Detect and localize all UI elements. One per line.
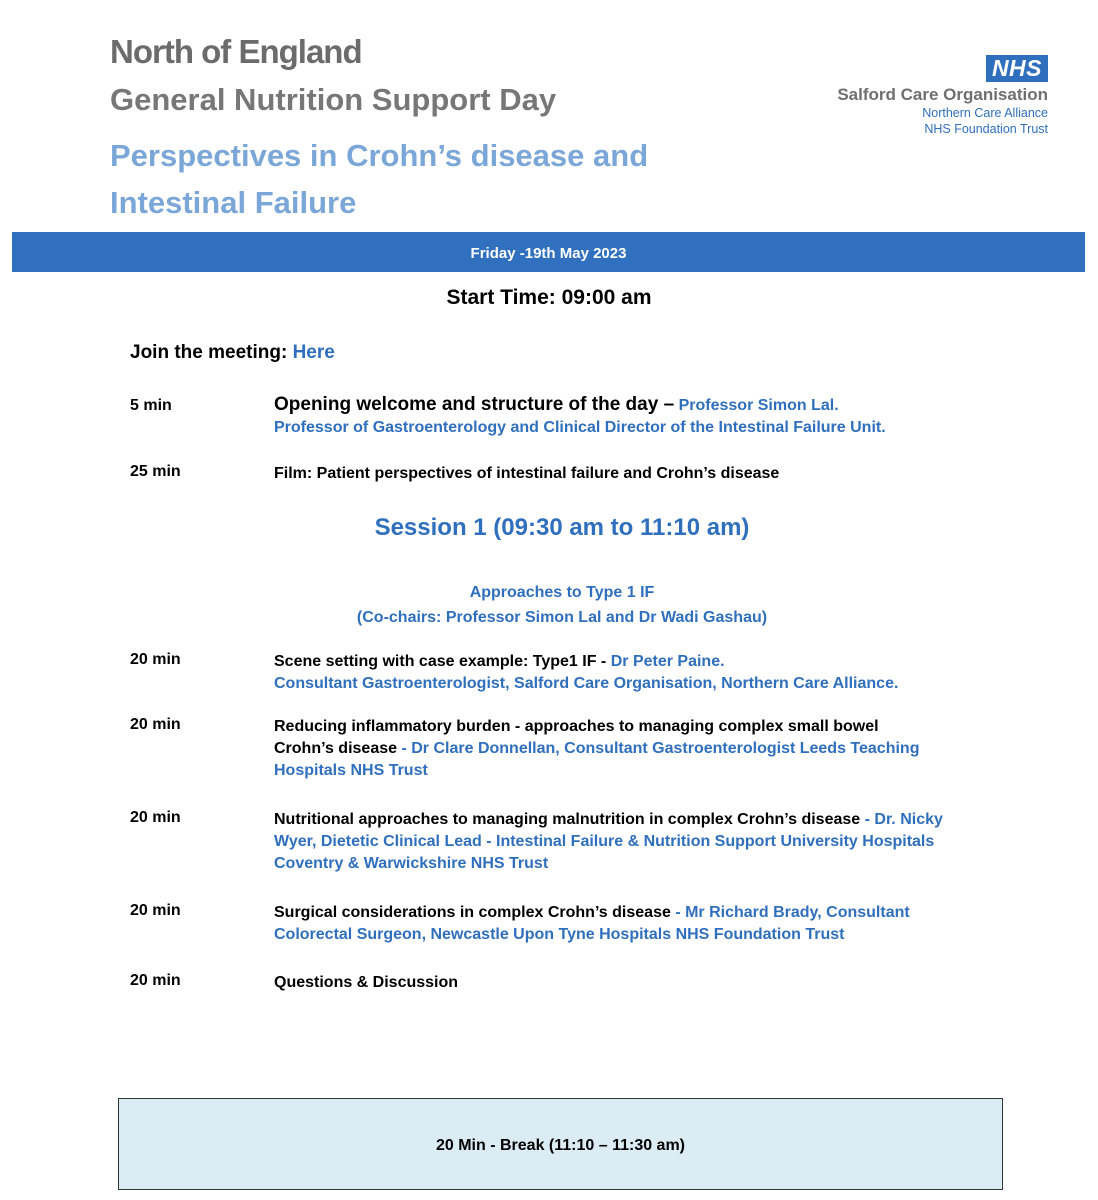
- agenda-speaker: - Dr Clare Donnellan, Consultant Gastroenterologist Leeds Teaching Hospitals NHS Trust: [274, 740, 920, 779]
- agenda-duration: 20 min: [130, 651, 181, 668]
- logo-alliance: Northern Care Alliance: [922, 106, 1048, 120]
- join-meeting-link[interactable]: Here: [292, 342, 335, 363]
- agenda-title: Questions & Discussion: [274, 974, 459, 991]
- agenda-title: Surgical considerations in complex Crohn’s disease: [274, 904, 671, 921]
- agenda-speaker: Dr Peter Paine.: [610, 653, 725, 670]
- agenda-row-opening: [130, 394, 1010, 442]
- agenda-row-scene-setting: [130, 651, 1010, 699]
- nhs-logo-mark: NHS: [986, 55, 1048, 82]
- agenda-row-film: [130, 463, 1010, 487]
- agenda-body: [274, 394, 1004, 439]
- agenda-body: [274, 651, 1004, 695]
- agenda-speaker: - Dr. Nicky Wyer, Dietetic Clinical Lead - Intestinal Failure & Nutrition Support University Hospitals Coventry & Warwickshire NHS Trust: [274, 811, 943, 872]
- nhs-logo: [837, 55, 1048, 137]
- agenda-duration: 20 min: [130, 716, 181, 733]
- agenda-speaker: Professor Simon Lal.: [678, 397, 839, 414]
- agenda-title: Film: Patient perspectives of intestinal failure and Crohn’s disease: [274, 465, 780, 482]
- start-time: Start Time: 09:00 am: [446, 286, 652, 309]
- agenda-speaker: - Mr Richard Brady, Consultant Colorectal Surgeon, Newcastle Upon Tyne Hospitals NHS Foundation Trust: [274, 904, 910, 943]
- agenda-row-questions: [130, 972, 1010, 996]
- agenda-row-nutritional: [130, 809, 1010, 879]
- agenda-title: Opening welcome and structure of the day –: [274, 394, 675, 415]
- session-chairs: (Co-chairs: Professor Simon Lal and Dr Wadi Gashau): [356, 609, 768, 626]
- agenda-duration: 20 min: [130, 972, 181, 989]
- agenda-duration: 20 min: [130, 902, 181, 919]
- session-subtitle-block: [0, 580, 1098, 630]
- agenda-body: [274, 716, 934, 782]
- logo-organisation: Salford Care Organisation: [837, 85, 1048, 104]
- agenda-duration: 20 min: [130, 809, 181, 826]
- date-bar: Friday -19th May 2023: [12, 232, 1085, 272]
- agenda-duration: 5 min: [130, 397, 172, 414]
- session-subtitle: Approaches to Type 1 IF: [469, 584, 655, 601]
- logo-trust: NHS Foundation Trust: [924, 122, 1048, 136]
- join-label: Join the meeting:: [130, 342, 288, 363]
- agenda-duration: 25 min: [130, 463, 181, 480]
- join-meeting: [130, 342, 335, 364]
- break-box: 20 Min - Break (11:10 – 11:30 am): [118, 1098, 1003, 1190]
- agenda-title: Nutritional approaches to managing malnutrition in complex Crohn’s disease: [274, 811, 861, 828]
- agenda-body: [274, 902, 979, 946]
- agenda-title: Scene setting with case example: Type1 IF -: [274, 653, 607, 670]
- session-title: Session 1 (09:30 am to 11:10 am): [374, 514, 750, 541]
- agenda-title: Reducing inflammatory burden - approaches to managing complex small bowel Crohn’s disease: [274, 718, 879, 757]
- title-north-of-england: North of England: [110, 33, 362, 70]
- agenda-row-inflammatory: [130, 716, 1010, 786]
- agenda-row-surgical: [130, 902, 1010, 950]
- agenda-body: [274, 809, 974, 875]
- title-theme: Perspectives in Crohn’s disease and Intestinal Failure: [110, 138, 649, 220]
- title-event-name: General Nutrition Support Day: [110, 82, 557, 117]
- agenda-affiliation: Consultant Gastroenterologist, Salford Care Organisation, Northern Care Alliance.: [274, 675, 899, 692]
- agenda-affiliation: Professor of Gastroenterology and Clinical Director of the Intestinal Failure Unit.: [274, 419, 886, 436]
